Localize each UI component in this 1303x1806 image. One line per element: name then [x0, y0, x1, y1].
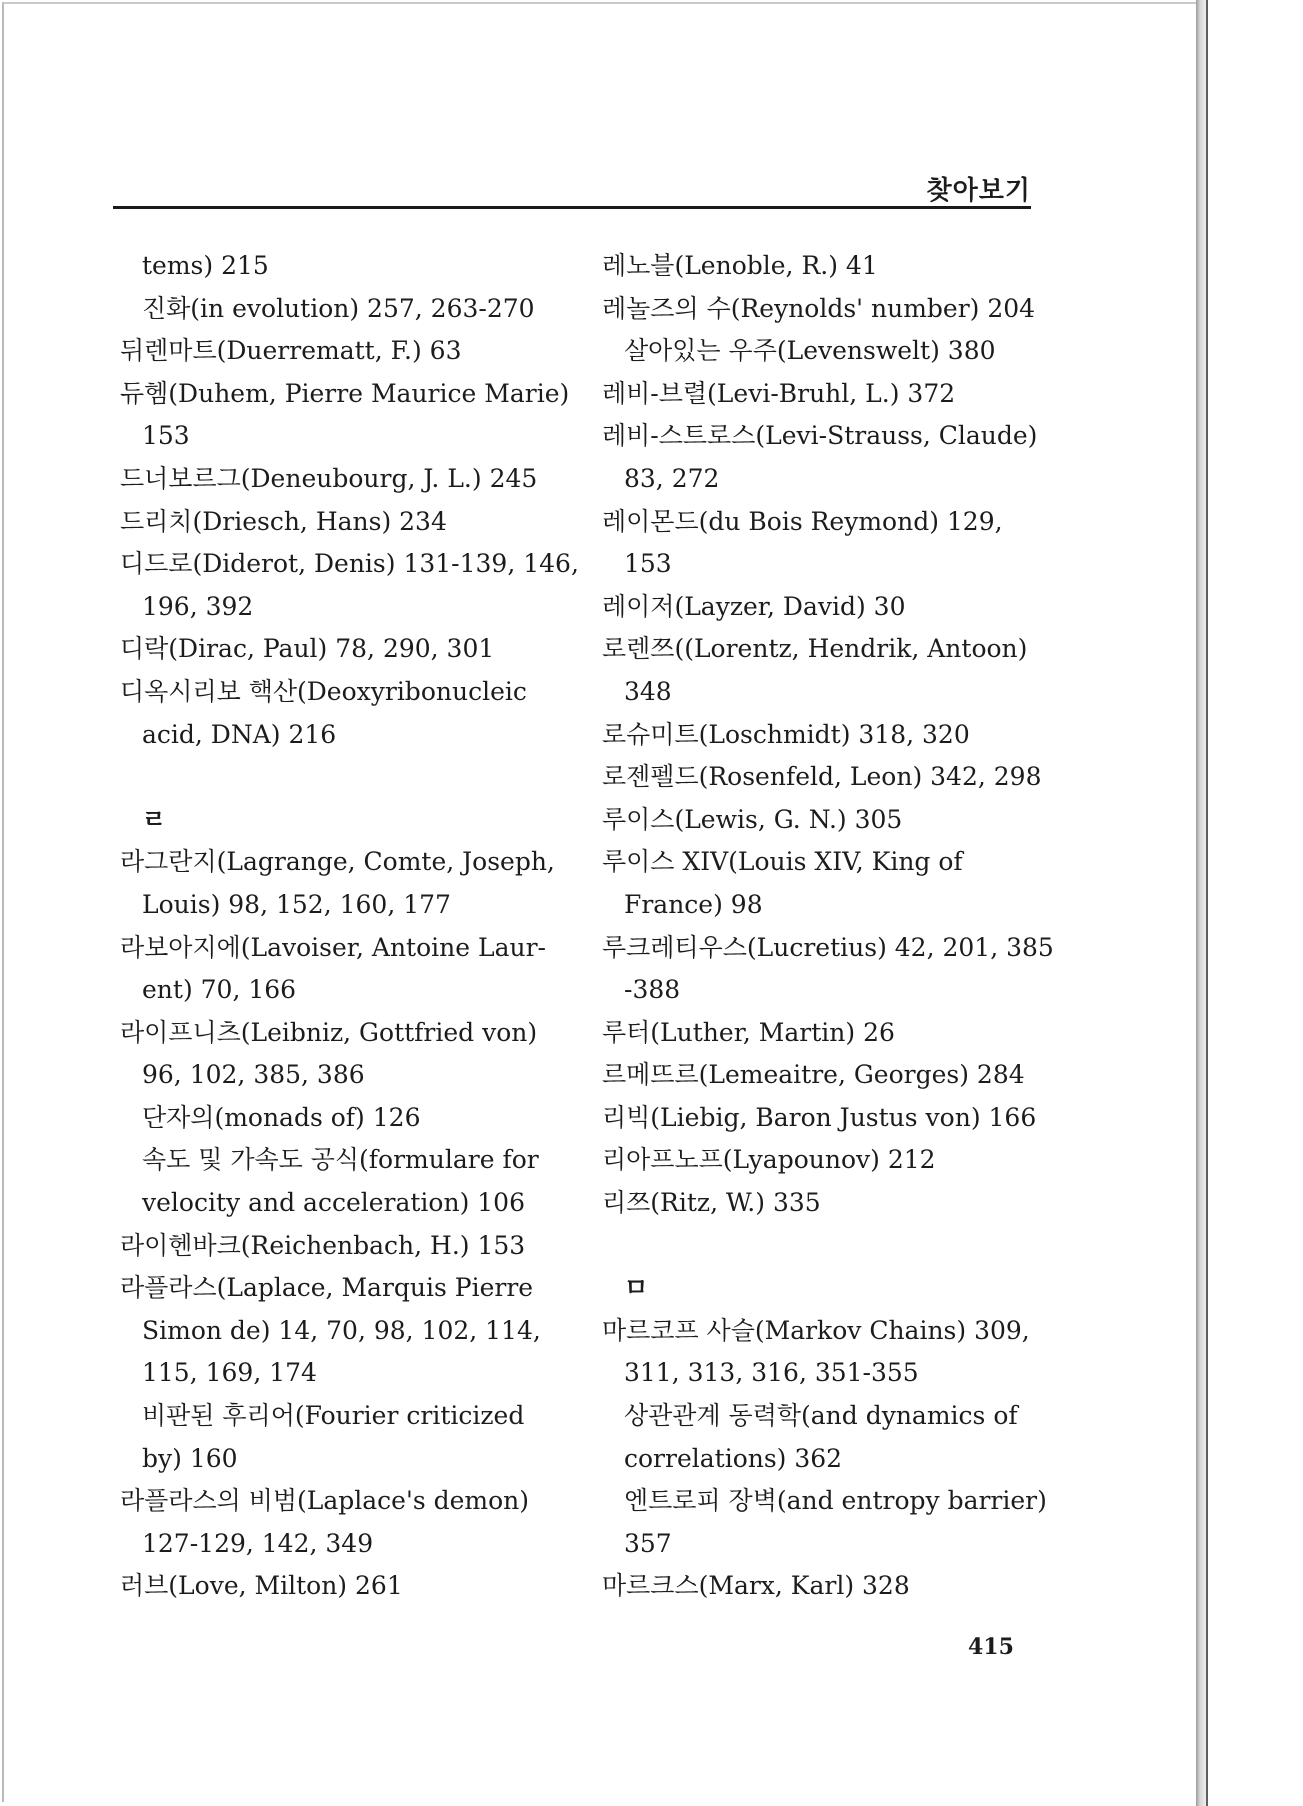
index-entry-line: 레이저(Layzer, David) 30	[602, 591, 906, 621]
index-entry-line: velocity and acceleration) 106	[142, 1188, 525, 1218]
index-entry-line: tems) 215	[142, 251, 269, 280]
index-entry-line: 라이헨바크(Reichenbach, H.) 153	[120, 1230, 526, 1260]
index-entry-line: 단자의(monads of) 126	[142, 1102, 421, 1132]
index-entry-line: ent) 70, 166	[142, 975, 297, 1005]
index-entry-line: 리아프노프(Lyapounov) 212	[602, 1145, 936, 1175]
index-entry-line: France) 98	[624, 889, 763, 919]
header-rule	[113, 206, 1031, 209]
index-entry-line: 마르코프 사슬(Markov Chains) 309,	[602, 1315, 1030, 1345]
index-entry-line: by) 160	[142, 1443, 238, 1473]
index-entry-line: 레놀즈의 수(Reynolds' number) 204	[602, 293, 1036, 323]
page-edge-line	[1206, 0, 1208, 1806]
index-entry-line: 진화(in evolution) 257, 263-270	[142, 293, 535, 323]
index-entry-line: 153	[142, 421, 190, 451]
index-entry-line: 루이스 XIV(Louis XIV, King of	[602, 847, 963, 877]
index-entry-line: 로젠펠드(Rosenfeld, Leon) 342, 298	[602, 762, 1042, 792]
index-entry-line: 리빅(Liebig, Baron Justus von) 166	[602, 1102, 1037, 1132]
index-entry-line: 비판된 후리어(Fourier criticized	[142, 1401, 525, 1431]
section-heading: ㅁ	[624, 1273, 649, 1303]
index-entry-line: 357	[624, 1528, 672, 1558]
index-entry-line: 루크레티우스(Lucretius) 42, 201, 385	[602, 932, 1054, 962]
index-entry-line: 115, 169, 174	[142, 1358, 317, 1388]
index-entry-line: 루이스(Lewis, G. N.) 305	[602, 804, 903, 834]
page-title: 찾아보기	[926, 176, 1031, 206]
index-entry-line: 루터(Luther, Martin) 26	[602, 1017, 895, 1047]
index-entry-line: 살아있는 우주(Levenswelt) 380	[624, 336, 996, 366]
index-entry-line: 127-129, 142, 349	[142, 1528, 374, 1558]
index-entry-line: 디락(Dirac, Paul) 78, 290, 301	[120, 634, 495, 664]
section-heading: ㄹ	[142, 804, 167, 834]
index-entry-line: 드리치(Driesch, Hans) 234	[120, 506, 447, 536]
page-number: 415	[968, 1634, 1014, 1660]
index-entry-line: 라이프니츠(Leibniz, Gottfried von)	[120, 1017, 538, 1047]
column-gap	[120, 756, 590, 799]
index-entry-line: Louis) 98, 152, 160, 177	[142, 889, 451, 919]
index-entry-line: 레비-스트로스(Levi-Strauss, Claude)	[602, 421, 1038, 451]
index-entry-line: -388	[624, 975, 681, 1005]
index-entry-line: 196, 392	[142, 591, 254, 621]
column-gap	[602, 1225, 1072, 1268]
index-entry-line: 라플라스의 비범(Laplace's demon)	[120, 1486, 530, 1516]
index-entry-line: 레비-브렬(Levi-Bruhl, L.) 372	[602, 378, 956, 408]
index-entry-line: 엔트로피 장벽(and entropy barrier)	[624, 1486, 1047, 1516]
index-entry-line: 83, 272	[624, 463, 720, 493]
index-entry-line: Simon de) 14, 70, 98, 102, 114,	[142, 1315, 541, 1345]
index-entry-line: 러브(Love, Milton) 261	[120, 1571, 403, 1601]
index-entry-line: 디옥시리보 핵산(Deoxyribonucleic	[120, 676, 527, 706]
index-entry-line: 드너보르그(Deneubourg, J. L.) 245	[120, 463, 538, 493]
page-edge-shadow	[1196, 0, 1206, 1806]
index-entry-line: 속도 및 가속도 공식(formulare for	[142, 1145, 539, 1175]
index-entry-line: 마르크스(Marx, Karl) 328	[602, 1571, 910, 1601]
index-entry-line: 리쯔(Ritz, W.) 335	[602, 1188, 821, 1218]
index-entry-line: 레이몬드(du Bois Reymond) 129,	[602, 506, 1003, 536]
index-entry-line: 상관관계 동력학(and dynamics of	[624, 1401, 1018, 1431]
index-entry-line: 레노블(Lenoble, R.) 41	[602, 251, 878, 280]
index-entry-line: 311, 313, 316, 351-355	[624, 1358, 919, 1388]
index-entry-line: correlations) 362	[624, 1443, 843, 1473]
index-entry-line: 153	[624, 549, 672, 579]
index-entry-line: 348	[624, 676, 672, 706]
index-entry-line: 듀헴(Duhem, Pierre Maurice Marie)	[120, 378, 570, 408]
index-entry-line: 르메뜨르(Lemeaitre, Georges) 284	[602, 1060, 1025, 1090]
index-entry-line: 로슈미트(Loschmidt) 318, 320	[602, 719, 970, 749]
index-column-left	[120, 245, 590, 1608]
index-column-right	[602, 245, 1072, 1608]
index-entry-line: 라보아지에(Lavoiser, Antoine Laur-	[120, 932, 546, 962]
index-entry-line: 뒤렌마트(Duerrematt, F.) 63	[120, 336, 462, 366]
index-entry-line: 로렌쯔((Lorentz, Hendrik, Antoon)	[602, 634, 1028, 664]
index-entry-line: 라플라스(Laplace, Marquis Pierre	[120, 1273, 534, 1303]
index-entry-line: 라그란지(Lagrange, Comte, Joseph,	[120, 847, 555, 877]
index-entry-line: 디드로(Diderot, Denis) 131-139, 146,	[120, 549, 579, 579]
index-entry-line: acid, DNA) 216	[142, 719, 337, 749]
index-entry-line: 96, 102, 385, 386	[142, 1060, 365, 1090]
